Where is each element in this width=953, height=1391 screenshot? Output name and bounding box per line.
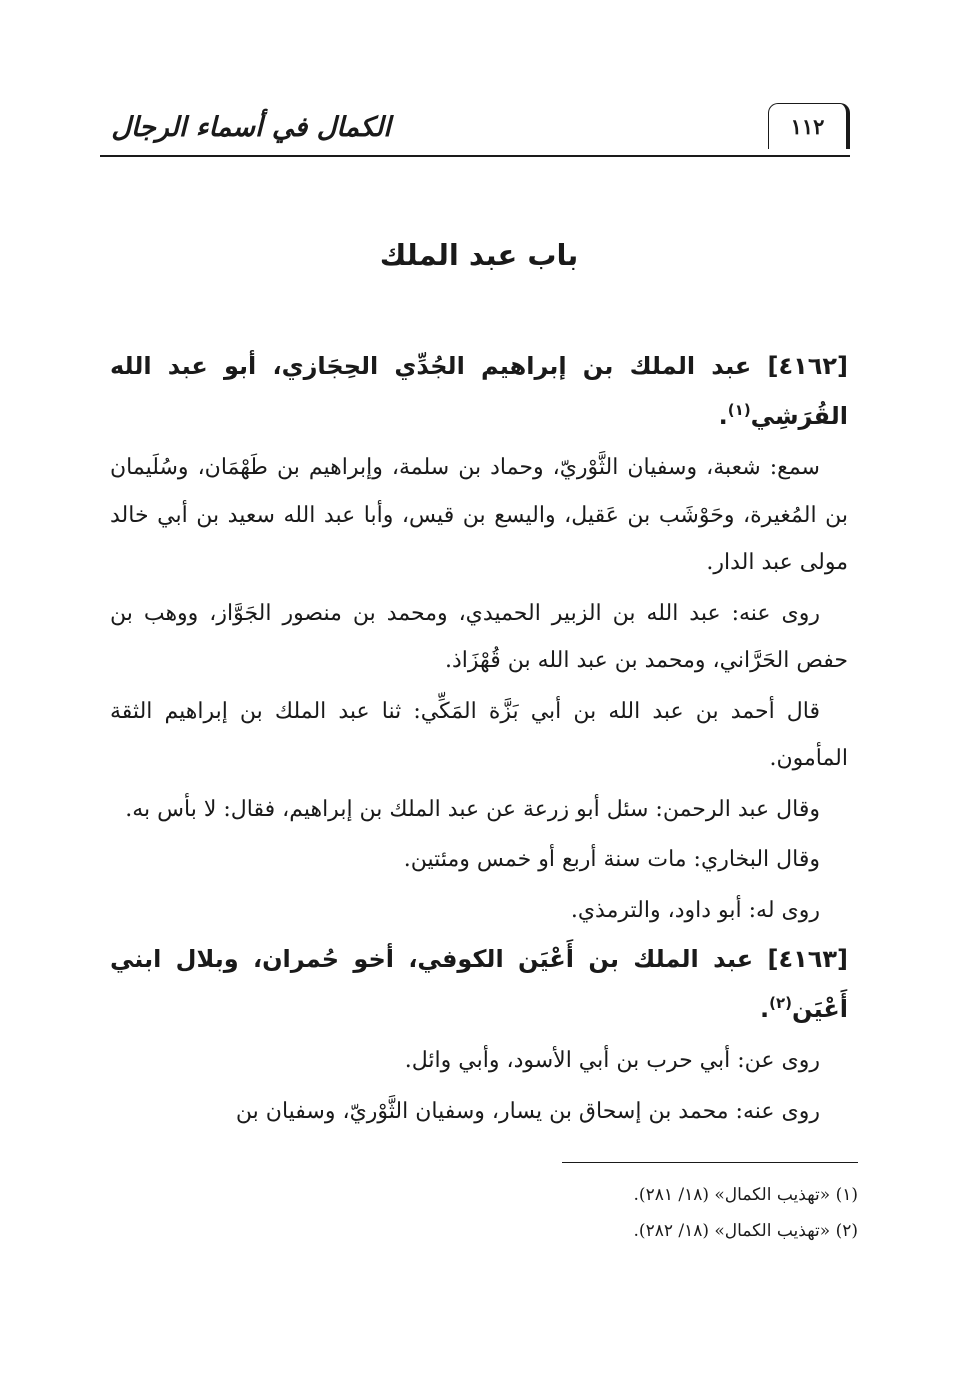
entry-paragraph: روى عن: أبي حرب بن أبي الأسود، وأبي وائل. <box>404 1048 820 1073</box>
main-text <box>110 225 848 1135</box>
entry-paragraph: روى عنه: عبد الله بن الزبير الحميدي، ومحمد بن منصور الجَوَّاز، ووهب بن حفص الحَرَّاني، ومحمد بن عبد الله بن قُهْزَاذ. <box>110 600 848 673</box>
footnote: (٢) «تهذيب الكمال» (١٨/ ٢٨٢). <box>633 1221 858 1241</box>
entry-paragraph: قال أحمد بن عبد الله بن أبي بَزَّة المَكِّي: ثنا عبد الملك بن إبراهيم الثقة المأمون. <box>110 698 848 771</box>
biography-entry <box>110 934 848 1135</box>
entry-heading-text: [٤١٦٣] عبد الملك بن أَعْيَن الكوفي، أخو حُمران، وبلال ابني أَعْيَن <box>110 945 848 1023</box>
entry-paragraph: سمع: شعبة، وسفيان الثَّوْريّ، وحماد بن سلمة، وإبراهيم بن طَهْمَان، وسُلَيمان بن المُغيرة، وحَوْشَب بن عَقيل، واليسع بن قيس، وأبا عبد الله سعيد بن أبي خالد مولى عبد الدار. <box>110 455 848 575</box>
running-title <box>106 103 396 151</box>
entry-paragraph: وقال البخاري: مات سنة أربع أو خمس ومئتين. <box>403 847 820 872</box>
header-rule <box>100 155 850 157</box>
entry-heading-end: . <box>759 995 770 1023</box>
footnote: (١) «تهذيب الكمال» (١٨/ ٢٨١). <box>633 1185 858 1205</box>
entry-heading-text: [٤١٦٢] عبد الملك بن إبراهيم الجُدِّي الحِجَازي، أبو عبد الله القُرَشِي <box>110 352 848 430</box>
page-number-box <box>768 103 850 149</box>
entry-paragraph: روى له: أبو داود، والترمذي. <box>570 897 820 923</box>
entry-paragraph: وقال عبد الرحمن: سئل أبو زرعة عن عبد الملك بن إبراهيم، فقال: لا بأس به. <box>125 796 820 822</box>
footnotes <box>400 1177 858 1249</box>
entry-heading <box>110 934 848 1034</box>
footnote-reference: (١) <box>727 401 751 419</box>
entry-heading-end: . <box>718 402 728 430</box>
chapter-title: باب عبد الملك <box>379 238 579 272</box>
page-number: ١١٢ <box>790 114 825 139</box>
biography-entry <box>110 341 848 934</box>
running-header <box>100 95 850 157</box>
footnote-separator <box>562 1162 858 1163</box>
running-title-text: الكمال في أسماء الرجال <box>111 111 391 143</box>
entry-heading <box>110 341 848 441</box>
footnote-reference: (٢) <box>769 994 792 1012</box>
entry-paragraph: روى عنه: محمد بن إسحاق بن يسار، وسفيان الثَّوْريّ، وسفيان بن <box>235 1098 820 1124</box>
